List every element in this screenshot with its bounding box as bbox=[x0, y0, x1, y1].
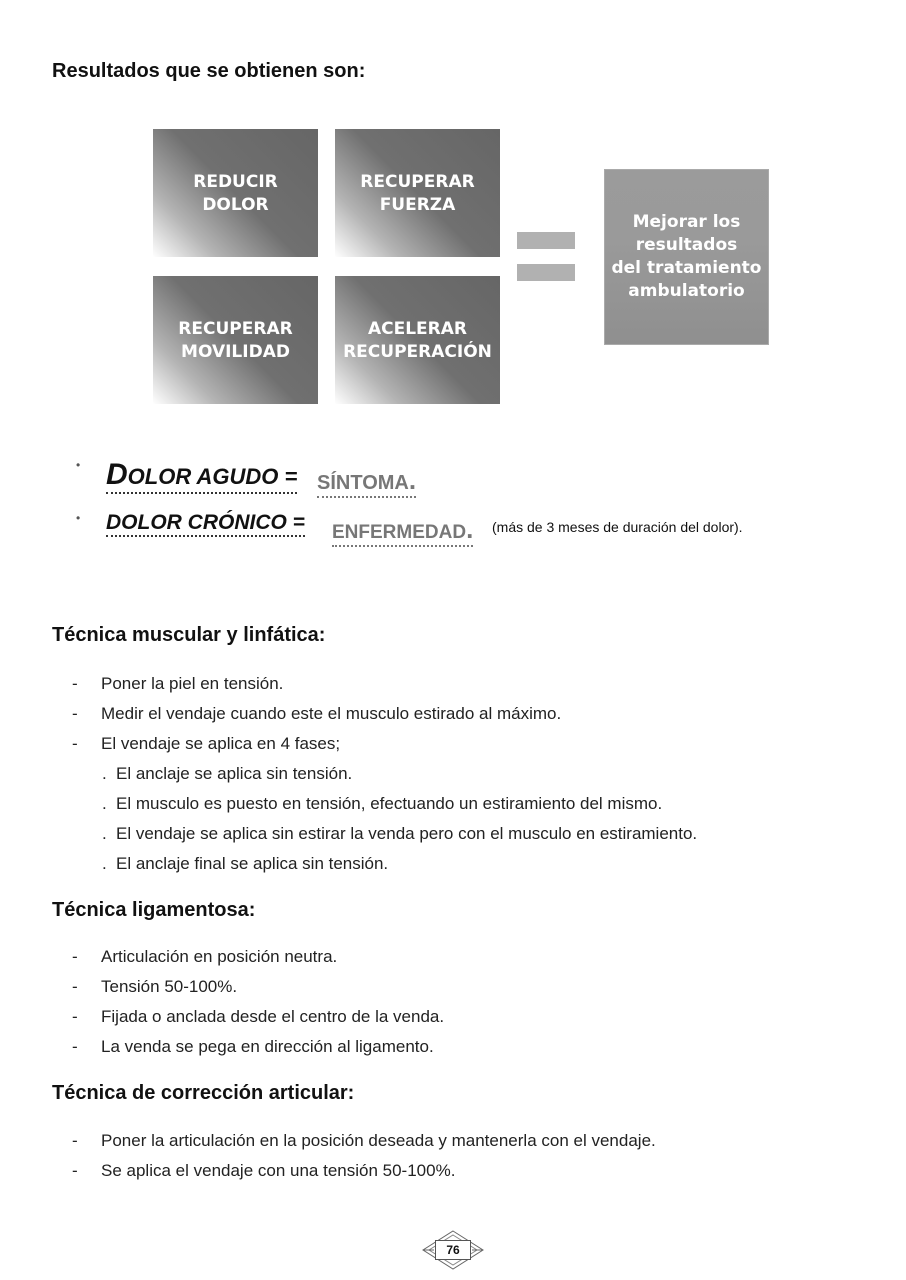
accelerate-recovery-tile bbox=[335, 276, 500, 404]
list-item-text: El vendaje se aplica sin estirar la venda pero con el musculo en estiramiento. bbox=[116, 824, 698, 843]
result-line: resultados bbox=[635, 235, 738, 255]
chronic-pain-value bbox=[332, 514, 473, 547]
list-item-text: Poner la piel en tensión. bbox=[101, 674, 284, 693]
list-marker: - bbox=[72, 1161, 78, 1180]
list-item-text: Se aplica el vendaje con una tensión 50-100%. bbox=[101, 1161, 456, 1180]
list-marker: . bbox=[102, 824, 107, 843]
tile-line: REDUCIR bbox=[193, 172, 278, 192]
acute-pain-term bbox=[106, 458, 297, 494]
list-marker: - bbox=[72, 977, 78, 996]
list-item-text: El vendaje se aplica en 4 fases; bbox=[101, 734, 341, 753]
result-line: ambulatorio bbox=[628, 281, 745, 301]
articular-technique-heading: Técnica de corrección articular: bbox=[52, 1082, 355, 1104]
bullet-icon: • bbox=[76, 458, 81, 472]
equals-sign-bottom-bar bbox=[517, 264, 575, 281]
recover-mobility-tile bbox=[153, 276, 318, 404]
list-item-text: Articulación en posición neutra. bbox=[101, 947, 338, 966]
muscular-technique-heading: Técnica muscular y linfática: bbox=[52, 624, 326, 646]
list-item-text: El musculo es puesto en tensión, efectuando un estiramiento del mismo. bbox=[116, 794, 663, 813]
tile-line: RECUPERACIÓN bbox=[343, 342, 492, 362]
list-marker: - bbox=[72, 1007, 78, 1026]
acute-pain-value bbox=[317, 465, 416, 498]
list-item-text: Tensión 50-100%. bbox=[101, 977, 238, 996]
tile-line: MOVILIDAD bbox=[181, 342, 290, 362]
list-item-text: Medir el vendaje cuando este el musculo estirado al máximo. bbox=[101, 704, 562, 723]
list-marker: - bbox=[72, 674, 78, 693]
list-marker: . bbox=[102, 764, 107, 783]
page-number: 76 bbox=[435, 1240, 471, 1260]
list-item-text: El anclaje se aplica sin tensión. bbox=[116, 764, 353, 783]
list-marker: - bbox=[72, 704, 78, 723]
chronic-value-period: . bbox=[466, 514, 474, 544]
list-item-text: Fijada o anclada desde el centro de la venda. bbox=[101, 1007, 445, 1026]
chronic-value-text: ENFERMEDAD bbox=[332, 522, 467, 543]
results-heading: Resultados que se obtienen son: bbox=[52, 60, 366, 82]
result-line: del tratamiento bbox=[611, 258, 762, 278]
recover-strength-tile bbox=[335, 129, 500, 257]
tile-line: RECUPERAR bbox=[178, 319, 293, 339]
tile-line: ACELERAR bbox=[367, 319, 467, 339]
list-marker: . bbox=[102, 854, 107, 873]
bullet-icon: • bbox=[76, 511, 81, 525]
acute-term-initial: D bbox=[106, 458, 128, 491]
chronic-pain-note: (más de 3 meses de duración del dolor). bbox=[492, 519, 743, 535]
list-marker: - bbox=[72, 734, 78, 753]
acute-value-text: SÍNTOMA bbox=[317, 472, 409, 494]
list-marker: - bbox=[72, 1037, 78, 1056]
list-marker: - bbox=[72, 947, 78, 966]
list-item-text: La venda se pega en dirección al ligamento. bbox=[101, 1037, 434, 1056]
result-box bbox=[604, 169, 769, 345]
chronic-pain-term: DOLOR CRÓNICO = bbox=[106, 511, 305, 537]
acute-value-period: . bbox=[408, 465, 417, 495]
tile-line: FUERZA bbox=[379, 195, 456, 215]
acute-term-rest: OLOR AGUDO = bbox=[127, 464, 298, 489]
ligament-technique-heading: Técnica ligamentosa: bbox=[52, 899, 256, 921]
reduce-pain-tile bbox=[153, 129, 318, 257]
list-marker: - bbox=[72, 1131, 78, 1150]
list-marker: . bbox=[102, 794, 107, 813]
tile-line: DOLOR bbox=[202, 195, 269, 215]
tile-line: RECUPERAR bbox=[360, 172, 475, 192]
list-item-text: El anclaje final se aplica sin tensión. bbox=[116, 854, 389, 873]
list-item-text: Poner la articulación en la posición deseada y mantenerla con el vendaje. bbox=[101, 1131, 656, 1150]
result-line: Mejorar los bbox=[632, 212, 741, 232]
equals-sign-top-bar bbox=[517, 232, 575, 249]
